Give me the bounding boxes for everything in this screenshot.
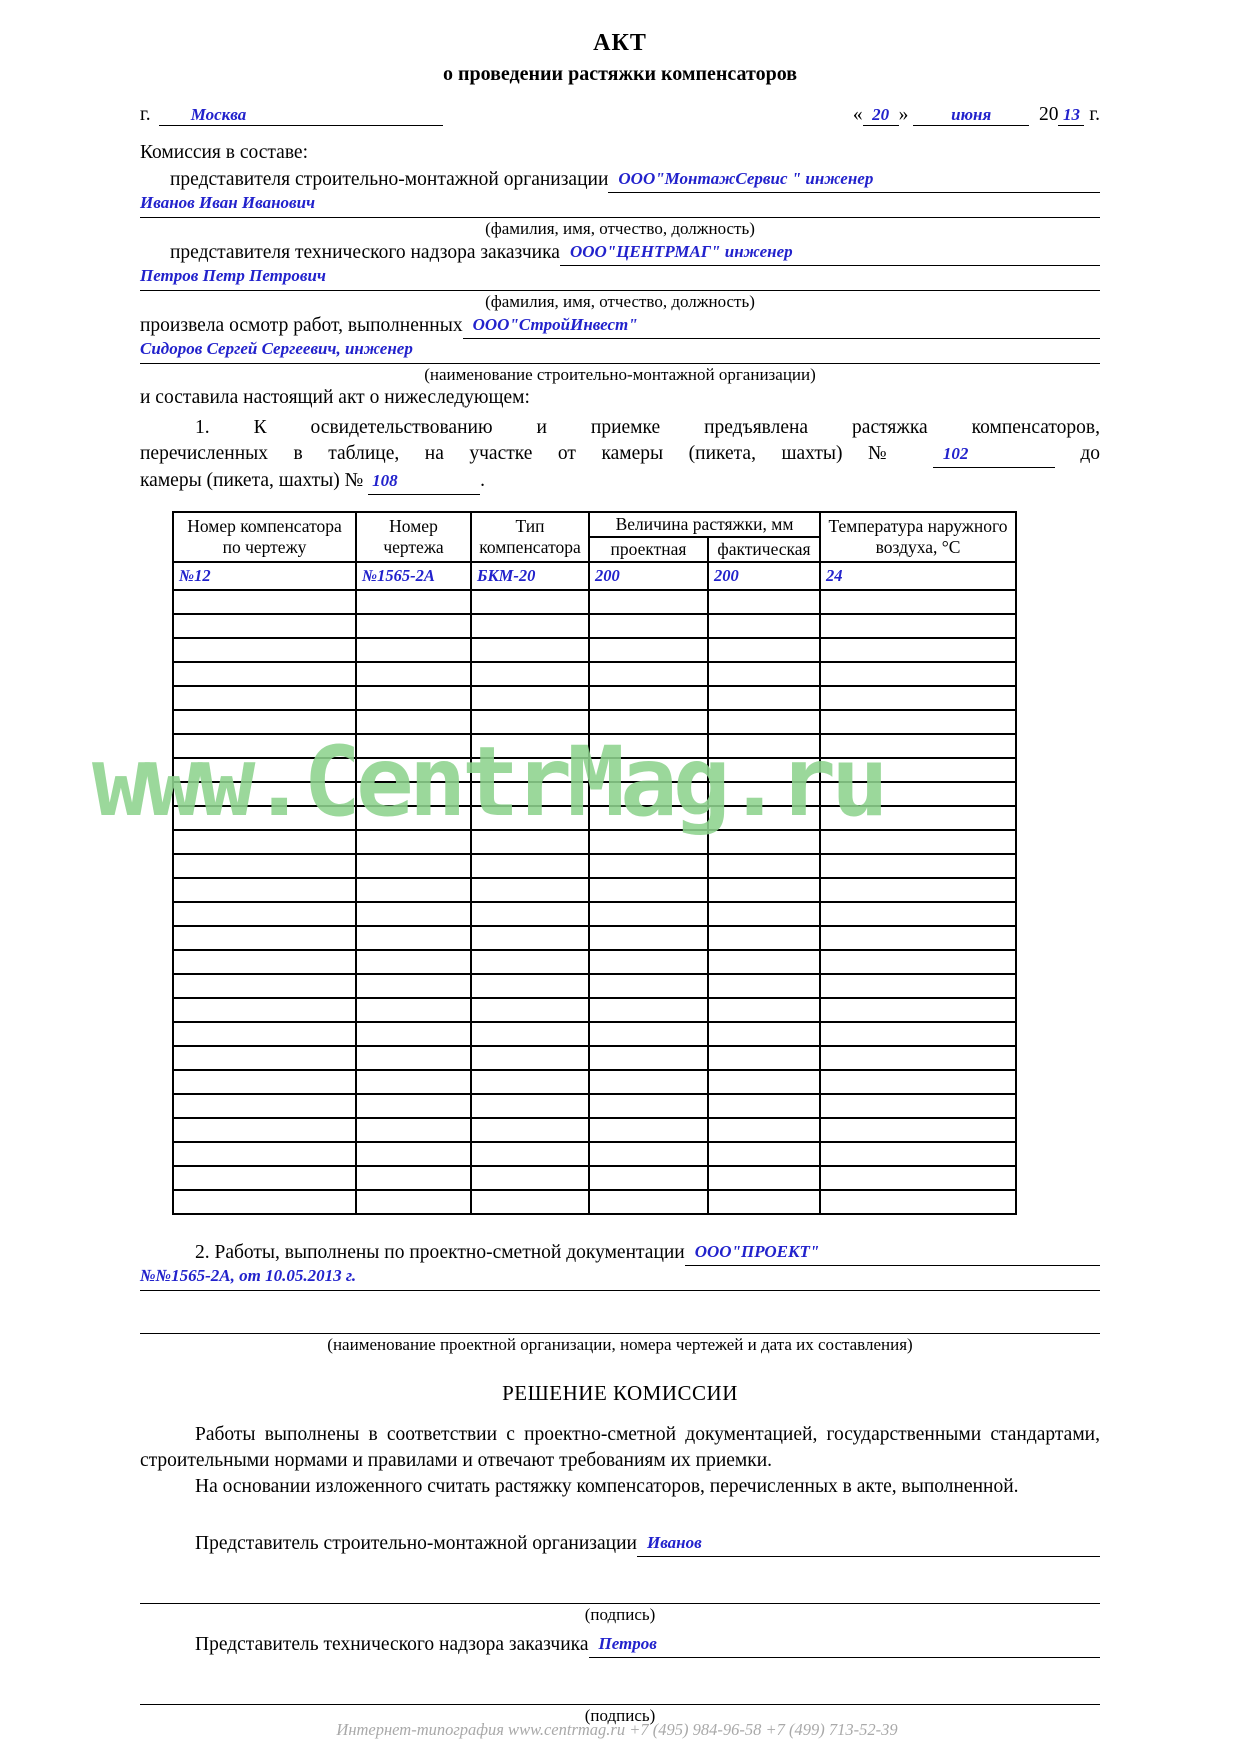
table-cell — [471, 950, 589, 974]
table-row — [173, 974, 1016, 998]
table-cell — [471, 1046, 589, 1070]
table-cell — [589, 638, 708, 662]
table-cell — [708, 1118, 820, 1142]
table-cell — [173, 1142, 356, 1166]
table-cell — [708, 734, 820, 758]
table-cell — [173, 926, 356, 950]
table-cell — [589, 758, 708, 782]
table-cell — [356, 1166, 471, 1190]
table-cell — [708, 926, 820, 950]
table-cell — [820, 782, 1016, 806]
table-cell — [471, 662, 589, 686]
section2-hint: (наименование проектной организации, номера чертежей и дата их составления) — [327, 1335, 913, 1354]
table-cell — [589, 950, 708, 974]
table-cell — [820, 854, 1016, 878]
table-row — [173, 758, 1016, 782]
table-row — [173, 1022, 1016, 1046]
table-cell — [589, 1070, 708, 1094]
table-row — [173, 806, 1016, 830]
table-cell — [820, 1022, 1016, 1046]
table-cell — [173, 1022, 356, 1046]
table-cell — [589, 1022, 708, 1046]
table-cell — [471, 734, 589, 758]
table-cell — [820, 902, 1016, 926]
th-stretch-design: проектная — [589, 537, 708, 562]
table-row — [173, 1118, 1016, 1142]
inspection-name-field: Сидоров Сергей Сергеевич, инженер — [140, 339, 1100, 364]
sig2-label: Представитель технического надзора заказчика — [195, 1634, 589, 1655]
rep-tech-line — [140, 239, 1100, 266]
table-cell — [356, 926, 471, 950]
table-cell — [173, 1166, 356, 1190]
table-row — [173, 1070, 1016, 1094]
table-cell — [471, 1094, 589, 1118]
th-stretch-value: Величина растяжки, мм — [589, 512, 820, 537]
table-cell — [471, 1190, 589, 1214]
table-cell — [471, 854, 589, 878]
table-cell — [820, 662, 1016, 686]
table-cell — [820, 998, 1016, 1022]
table-row — [173, 1166, 1016, 1190]
sig1-label: Представитель строительно-монтажной организации — [195, 1533, 637, 1554]
table-row — [173, 562, 1016, 590]
table-cell — [708, 1094, 820, 1118]
table-cell — [356, 614, 471, 638]
table-cell — [356, 590, 471, 614]
table-cell — [820, 830, 1016, 854]
table-row — [173, 662, 1016, 686]
table-header — [173, 512, 1016, 562]
table-cell — [708, 806, 820, 830]
decision-heading: РЕШЕНИЕ КОМИССИИ — [502, 1381, 738, 1405]
city-block — [140, 104, 443, 126]
table-cell — [820, 1166, 1016, 1190]
table-cell — [471, 1022, 589, 1046]
watermark: www.CentrMag.ru — [92, 726, 884, 838]
table-cell — [356, 710, 471, 734]
table-row — [173, 830, 1016, 854]
table-cell — [471, 590, 589, 614]
table-cell — [173, 662, 356, 686]
table-cell — [471, 758, 589, 782]
table-cell — [589, 1094, 708, 1118]
table-cell — [589, 926, 708, 950]
table-cell: БКМ-20 — [471, 562, 589, 590]
city-date-row — [140, 104, 1100, 126]
project-empty-line — [140, 1309, 1100, 1334]
table-cell — [173, 710, 356, 734]
table-cell — [708, 1046, 820, 1070]
table-cell — [471, 830, 589, 854]
sig1-row — [140, 1530, 1100, 1557]
project-docs-field: №№1565-2А, от 10.05.2013 г. — [140, 1266, 1100, 1291]
table-cell — [589, 1118, 708, 1142]
date-quote-close: » — [898, 104, 909, 125]
rep-smo-hint: (фамилия, имя, отчество, должность) — [485, 219, 755, 238]
table-cell — [820, 614, 1016, 638]
table-cell — [173, 878, 356, 902]
table-cell — [820, 974, 1016, 998]
decision-para2: На основании изложенного считать растяжку компенсаторов, перечисленных в акте, выполненной. — [195, 1476, 1019, 1497]
table-cell — [173, 758, 356, 782]
table-cell: №1565-2А — [356, 562, 471, 590]
table-cell — [471, 806, 589, 830]
table-cell — [173, 686, 356, 710]
table-cell — [356, 1142, 471, 1166]
table-cell — [173, 1094, 356, 1118]
table-cell — [820, 1094, 1016, 1118]
table-row — [173, 1142, 1016, 1166]
inspection-hint: (наименование строительно-монтажной организации) — [424, 365, 816, 384]
table-cell — [173, 806, 356, 830]
table-cell — [356, 734, 471, 758]
table-cell — [173, 854, 356, 878]
table-cell — [173, 950, 356, 974]
table-cell — [356, 974, 471, 998]
table-cell: 200 — [589, 562, 708, 590]
table-cell — [820, 590, 1016, 614]
table-row — [173, 686, 1016, 710]
table-cell — [356, 1118, 471, 1142]
camera-to-field: 108 — [368, 468, 480, 495]
table-cell — [589, 1142, 708, 1166]
table-cell — [471, 686, 589, 710]
rep-smo-line — [140, 166, 1100, 193]
table-row — [173, 782, 1016, 806]
th-stretch-actual: фактическая — [708, 537, 820, 562]
table-cell — [820, 926, 1016, 950]
commission-closing: и составила настоящий акт о нижеследующем: — [140, 387, 530, 408]
table-cell: 200 — [708, 562, 820, 590]
table-cell — [589, 1190, 708, 1214]
table-cell — [820, 806, 1016, 830]
doc-title: АКТ — [593, 30, 647, 56]
rep-smo-name-field: Иванов Иван Иванович — [140, 193, 1100, 218]
table-cell — [356, 686, 471, 710]
para1-line3 — [140, 468, 1100, 495]
table-cell — [708, 782, 820, 806]
table-cell — [471, 1166, 589, 1190]
table-cell — [820, 1046, 1016, 1070]
table-cell — [173, 902, 356, 926]
table-cell — [708, 830, 820, 854]
city-field: Москва — [159, 105, 443, 126]
table-row — [173, 638, 1016, 662]
sig1-line — [140, 1579, 1100, 1604]
para1-line3-post: . — [480, 470, 486, 491]
table-cell — [356, 806, 471, 830]
table-cell — [471, 1070, 589, 1094]
table-cell — [589, 830, 708, 854]
table-cell — [589, 782, 708, 806]
section2-label: 2. Работы, выполнены по проектно-сметной документации — [195, 1242, 685, 1263]
date-block — [853, 104, 1100, 126]
table-cell — [708, 878, 820, 902]
table-cell — [708, 1190, 820, 1214]
table-cell — [589, 662, 708, 686]
table-cell — [356, 1046, 471, 1070]
inspection-label: произвела осмотр работ, выполненных — [140, 315, 463, 336]
table-cell — [589, 614, 708, 638]
table-cell — [708, 998, 820, 1022]
table-cell — [820, 734, 1016, 758]
date-year-field: 13 — [1058, 105, 1084, 126]
compensator-table — [172, 511, 1017, 1215]
sig2-line — [140, 1680, 1100, 1705]
table-cell — [173, 998, 356, 1022]
table-cell — [471, 926, 589, 950]
rep-tech-label: представителя технического надзора заказчика — [170, 242, 560, 263]
table-cell: №12 — [173, 562, 356, 590]
table-cell — [173, 734, 356, 758]
table-cell — [173, 1118, 356, 1142]
table-cell — [589, 878, 708, 902]
table-cell — [589, 806, 708, 830]
table-row — [173, 734, 1016, 758]
table-cell — [356, 1094, 471, 1118]
table-cell — [471, 974, 589, 998]
table-cell — [708, 854, 820, 878]
sig1-field: Иванов — [637, 1530, 1100, 1557]
table-cell — [356, 1190, 471, 1214]
table-cell — [589, 734, 708, 758]
project-org-field: ООО"ПРОЕКТ" — [685, 1239, 1100, 1266]
table-cell — [708, 614, 820, 638]
table-cell — [356, 902, 471, 926]
table-cell — [589, 902, 708, 926]
table-cell — [820, 1190, 1016, 1214]
table-cell — [820, 710, 1016, 734]
table-row — [173, 710, 1016, 734]
date-year-prefix: 20 — [1038, 104, 1059, 125]
table-cell: 24 — [820, 562, 1016, 590]
rep-tech-name-field: Петров Петр Петрович — [140, 266, 1100, 291]
table-cell — [589, 686, 708, 710]
table-cell — [356, 998, 471, 1022]
para1-line2 — [140, 441, 1100, 468]
table-row — [173, 854, 1016, 878]
table-cell — [589, 854, 708, 878]
table-cell — [820, 1070, 1016, 1094]
table-cell — [708, 950, 820, 974]
city-label: г. — [140, 104, 151, 125]
sig2-hint: (подпись) — [584, 1706, 656, 1725]
table-cell — [173, 638, 356, 662]
table-cell — [356, 638, 471, 662]
th-comp-number: Номер компенсатора по чертежу — [173, 512, 356, 562]
table-cell — [589, 998, 708, 1022]
table-cell — [173, 830, 356, 854]
table-cell — [173, 1070, 356, 1094]
table-cell — [820, 686, 1016, 710]
sig2-field: Петров — [589, 1631, 1100, 1658]
table-cell — [708, 1022, 820, 1046]
sig1-hint: (подпись) — [584, 1605, 656, 1624]
table-cell — [356, 758, 471, 782]
table-cell — [820, 1142, 1016, 1166]
table-cell — [471, 638, 589, 662]
rep-tech-hint: (фамилия, имя, отчество, должность) — [485, 292, 755, 311]
table-cell — [356, 878, 471, 902]
commission-intro: Комиссия в составе: — [140, 142, 308, 163]
table-cell — [471, 878, 589, 902]
table-cell — [589, 1166, 708, 1190]
table-row — [173, 926, 1016, 950]
th-temperature: Температура наружного воздуха, °С — [820, 512, 1016, 562]
table-cell — [820, 758, 1016, 782]
section2-line — [140, 1239, 1100, 1266]
table-row — [173, 1046, 1016, 1070]
table-row — [173, 590, 1016, 614]
decision-para1: Работы выполнены в соответствии с проектно-сметной документацией, государственными стандартами, строительными нормами и правилами и отвечают требованиям их приемки. — [140, 1424, 1100, 1471]
para1-line1: 1. К освидетельствованию и приемке предъявлена растяжка компенсаторов, — [195, 417, 1100, 438]
table-cell — [708, 974, 820, 998]
date-year-label: г. — [1089, 104, 1100, 125]
table-cell — [820, 878, 1016, 902]
table-cell — [356, 782, 471, 806]
table-body — [173, 562, 1016, 1214]
th-drawing-number: Номер чертежа — [356, 512, 471, 562]
table-cell — [708, 638, 820, 662]
sig2-row — [140, 1631, 1100, 1658]
table-cell — [820, 1118, 1016, 1142]
rep-smo-label: представителя строительно-монтажной организации — [170, 169, 609, 190]
doc-subtitle: о проведении растяжки компенсаторов — [442, 63, 798, 85]
inspection-field: ООО"СтройИнвест" — [463, 312, 1100, 339]
table-cell — [708, 1070, 820, 1094]
table-cell — [173, 1190, 356, 1214]
table-cell — [708, 758, 820, 782]
table-cell — [708, 1142, 820, 1166]
table-cell — [471, 998, 589, 1022]
date-month-field: июня — [913, 105, 1029, 126]
footer-print-info: Интернет-типография www.centrmag.ru +7 (495) 984-96-58 +7 (499) 713-52-39 — [336, 1720, 898, 1739]
table-cell — [173, 614, 356, 638]
table-cell — [708, 710, 820, 734]
table-cell — [708, 590, 820, 614]
table-cell — [589, 974, 708, 998]
table-cell — [708, 662, 820, 686]
table-cell — [589, 590, 708, 614]
table-cell — [589, 710, 708, 734]
table-cell — [356, 1070, 471, 1094]
table-cell — [820, 638, 1016, 662]
table-cell — [708, 1166, 820, 1190]
date-quote-open: « — [852, 104, 863, 125]
table-cell — [471, 902, 589, 926]
para1-line2-post: до — [1080, 443, 1101, 464]
table-cell — [708, 686, 820, 710]
table-cell — [471, 1142, 589, 1166]
table-cell — [356, 950, 471, 974]
th-comp-type: Тип компенсатора — [471, 512, 589, 562]
para1-line3-text: камеры (пикета, шахты) № — [140, 470, 364, 491]
table-row — [173, 1094, 1016, 1118]
table-cell — [356, 830, 471, 854]
table-cell — [173, 590, 356, 614]
rep-smo-field: ООО"МонтажСервис " инженер — [608, 166, 1100, 193]
table-cell — [173, 1046, 356, 1070]
table-cell — [356, 854, 471, 878]
table-row — [173, 998, 1016, 1022]
date-day-field: 20 — [863, 105, 899, 126]
table-row — [173, 950, 1016, 974]
table-cell — [471, 782, 589, 806]
rep-tech-field: ООО"ЦЕНТРМАГ" инженер — [560, 239, 1100, 266]
table-cell — [173, 782, 356, 806]
table-cell — [356, 1022, 471, 1046]
table-row — [173, 614, 1016, 638]
table-cell — [471, 710, 589, 734]
table-cell — [471, 614, 589, 638]
table-row — [173, 1190, 1016, 1214]
inspection-line — [140, 312, 1100, 339]
table-cell — [589, 1046, 708, 1070]
date-gap2 — [1029, 104, 1039, 126]
table-cell — [173, 974, 356, 998]
para1-line2-text: перечисленных в таблице, на участке от камеры (пикета, шахты) № — [140, 443, 908, 464]
table-row — [173, 878, 1016, 902]
table-cell — [820, 950, 1016, 974]
table-row — [173, 902, 1016, 926]
table-cell — [471, 1118, 589, 1142]
table-cell — [708, 902, 820, 926]
table-cell — [356, 662, 471, 686]
camera-from-field: 102 — [933, 441, 1055, 468]
